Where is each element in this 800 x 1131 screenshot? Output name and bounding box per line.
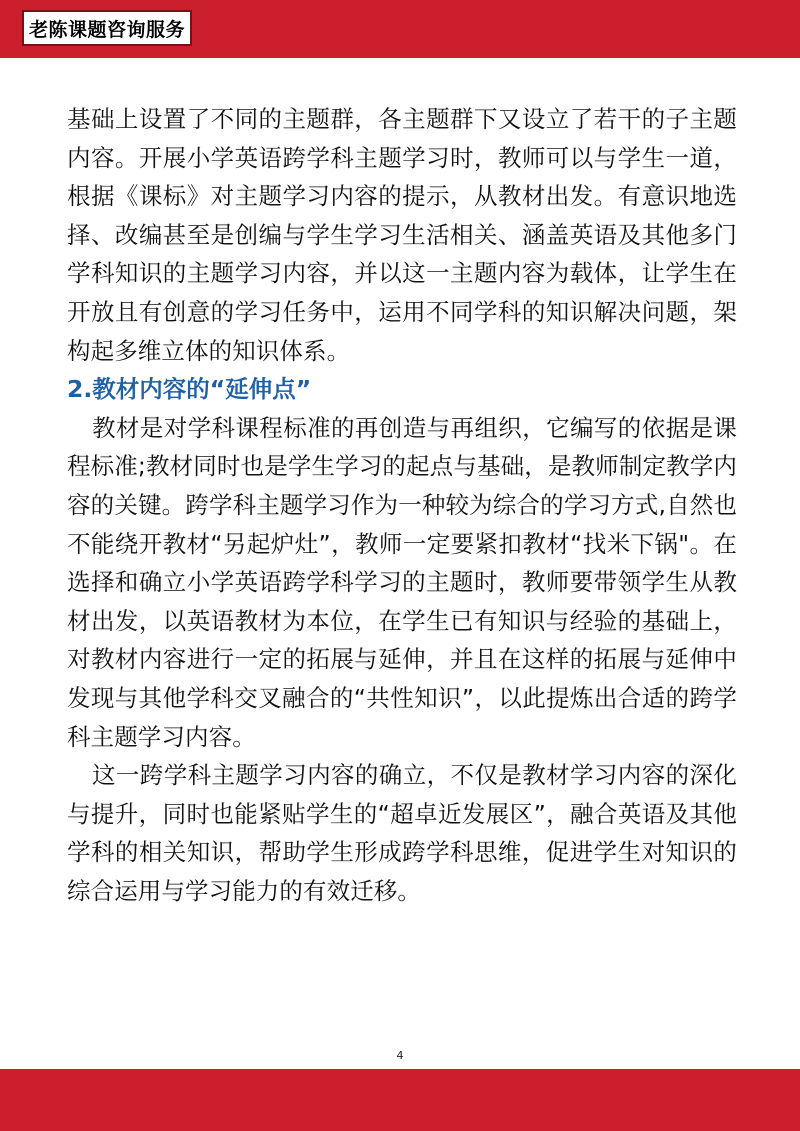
paragraph-1: 基础上设置了不同的主题群，各主题群下又设立了若干的子主题内容。开展小学英语跨学科主题学习时，教师可以与学生一道，根据《课标》对主题学习内容的提示，从教材出发。有意识地选择、改编甚至是创编与学生学习生活相关、涵盖英语及其他多门学科知识的主题学习内容，并以这一主题内容为载体，让学生在开放且有创意的学习任务中，运用不同学科的知识解决问题，架构起多维立体的知识体系。	[67, 105, 737, 365]
header-band	[0, 0, 800, 58]
page-number: 4	[396, 1049, 404, 1062]
paragraph-3: 这一跨学科主题学习内容的确立，不仅是教材学习内容的深化与提升，同时也能紧贴学生的“超卓近发展区”，融合英语及其他学科的相关知识，帮助学生形成跨学科思维，促进学生对知识的综合运用与学习能力的有效迁移。	[67, 761, 737, 905]
document-body	[67, 100, 737, 910]
paragraph-2: 教材是对学科课程标准的再创造与再组织，它编写的依据是课程标准;教材同时也是学生学习的起点与基础，是教师制定教学内容的关键。跨学科主题学习作为一种较为综合的学习方式,自然也不能绕开教材“另起炉灶”，教师一定要紧扣教材“找米下锅"。在选择和确立小学英语跨学科学习的主题时，教师要带领学生从教材出发，以英语教材为本位，在学生已有知识与经验的基础上，对教材内容进行一定的拓展与延伸，并且在这样的拓展与延伸中发现与其他学科交叉融合的“共性知识”，以此提炼出合适的跨学科主题学习内容。	[67, 413, 737, 751]
service-label: 老陈课题咨询服务	[22, 10, 192, 46]
section-heading: 2.教材内容的“延伸点”	[67, 375, 312, 404]
footer-band	[0, 1069, 800, 1131]
